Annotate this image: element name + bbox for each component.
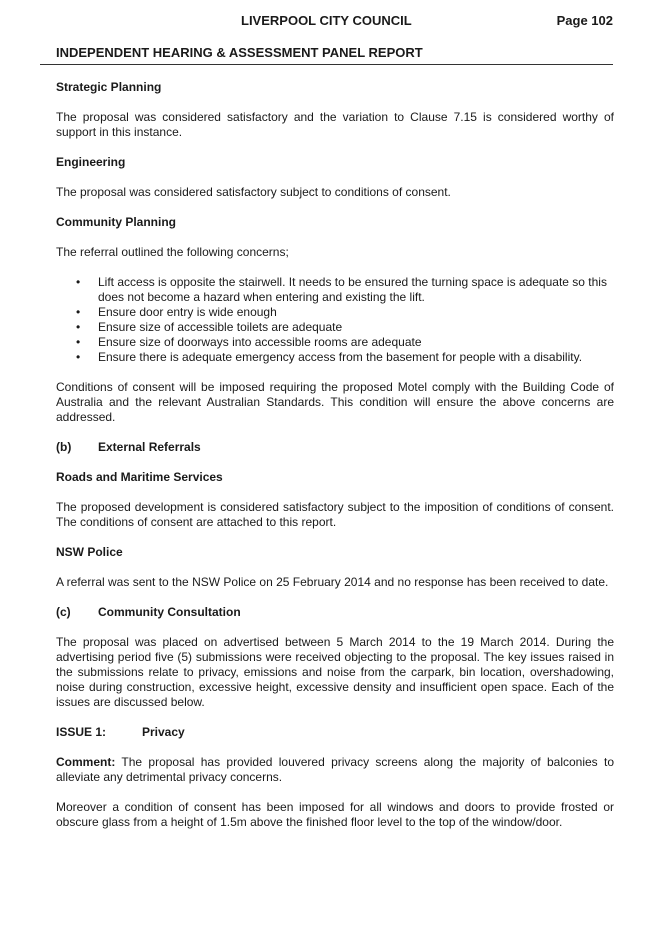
- section-letter: (c): [56, 605, 71, 619]
- list-item: • Ensure there is adequate emergency access from the basement for people with a disability.: [76, 350, 583, 364]
- header-divider: [40, 64, 613, 65]
- comment-label: Comment:: [56, 755, 116, 769]
- bullet-icon: •: [76, 305, 81, 319]
- list-item: • Lift access is opposite the stairwell. It needs to be ensured the turning space is adequate so this does not become a hazard when entering and existing the lift.: [76, 275, 607, 304]
- concerns-list: [56, 275, 614, 365]
- nsw-police-text: A referral was sent to the NSW Police on 25 February 2014 and no response has been received to date.: [56, 575, 609, 589]
- bullet-icon: •: [76, 335, 81, 349]
- rms-heading: Roads and Maritime Services: [56, 470, 223, 484]
- issue-1-comment: [56, 755, 614, 785]
- engineering-heading: Engineering: [56, 155, 126, 169]
- community-consultation-heading: [56, 605, 614, 620]
- list-item: • Ensure door entry is wide enough: [76, 305, 277, 319]
- issue-1-heading: [56, 725, 614, 740]
- issue-title: Privacy: [142, 725, 185, 739]
- strategic-planning-text: The proposal was considered satisfactory and the variation to Clause 7.15 is considered worthy of support in this instance.: [56, 110, 614, 139]
- bullet-icon: •: [76, 350, 81, 364]
- document-body: [56, 80, 614, 845]
- report-title: INDEPENDENT HEARING & ASSESSMENT PANEL REPORT: [56, 45, 423, 60]
- bullet-icon: •: [76, 275, 81, 289]
- section-title: Community Consultation: [98, 605, 241, 619]
- section-letter: (b): [56, 440, 72, 454]
- issue-number: ISSUE 1:: [56, 725, 107, 739]
- community-planning-heading: Community Planning: [56, 215, 176, 229]
- rms-text: The proposed development is considered satisfactory subject to the imposition of conditions of consent. The conditions of consent are attached to this report.: [56, 500, 614, 529]
- comment-text: The proposal has provided louvered privacy screens along the majority of balconies to alleviate any detrimental privacy concerns.: [56, 755, 614, 784]
- engineering-text: The proposal was considered satisfactory subject to conditions of consent.: [56, 185, 451, 199]
- strategic-planning-heading: Strategic Planning: [56, 80, 162, 94]
- community-planning-conclusion: Conditions of consent will be imposed requiring the proposed Motel comply with the Building Code of Australia and the relevant Australian Standards. This condition will ensure the above concerns are addressed.: [56, 380, 614, 424]
- issue-1-text: Moreover a condition of consent has been imposed for all windows and doors to provide frosted or obscure glass from a height of 1.5m above the finished floor level to the top of the window/door.: [56, 800, 614, 829]
- community-consultation-text: The proposal was placed on advertised between 5 March 2014 to the 19 March 2014. During the advertising period five (5) submissions were received objecting to the proposal. The key issues raised in the submissions relate to privacy, emissions and noise from the carpark, bin location, overshadowing, noise during construction, excessive height, excessive density and insufficient open space. Each of the issues are discussed below.: [56, 635, 614, 709]
- community-planning-intro: The referral outlined the following concerns;: [56, 245, 289, 259]
- list-item: • Ensure size of accessible toilets are adequate: [76, 320, 343, 334]
- list-item: • Ensure size of doorways into accessible rooms are adequate: [76, 335, 422, 349]
- page-number: Page 102: [556, 13, 613, 28]
- bullet-icon: •: [76, 320, 81, 334]
- external-referrals-heading: [56, 440, 614, 455]
- council-name: LIVERPOOL CITY COUNCIL: [241, 13, 412, 28]
- nsw-police-heading: NSW Police: [56, 545, 123, 559]
- section-title: External Referrals: [98, 440, 201, 454]
